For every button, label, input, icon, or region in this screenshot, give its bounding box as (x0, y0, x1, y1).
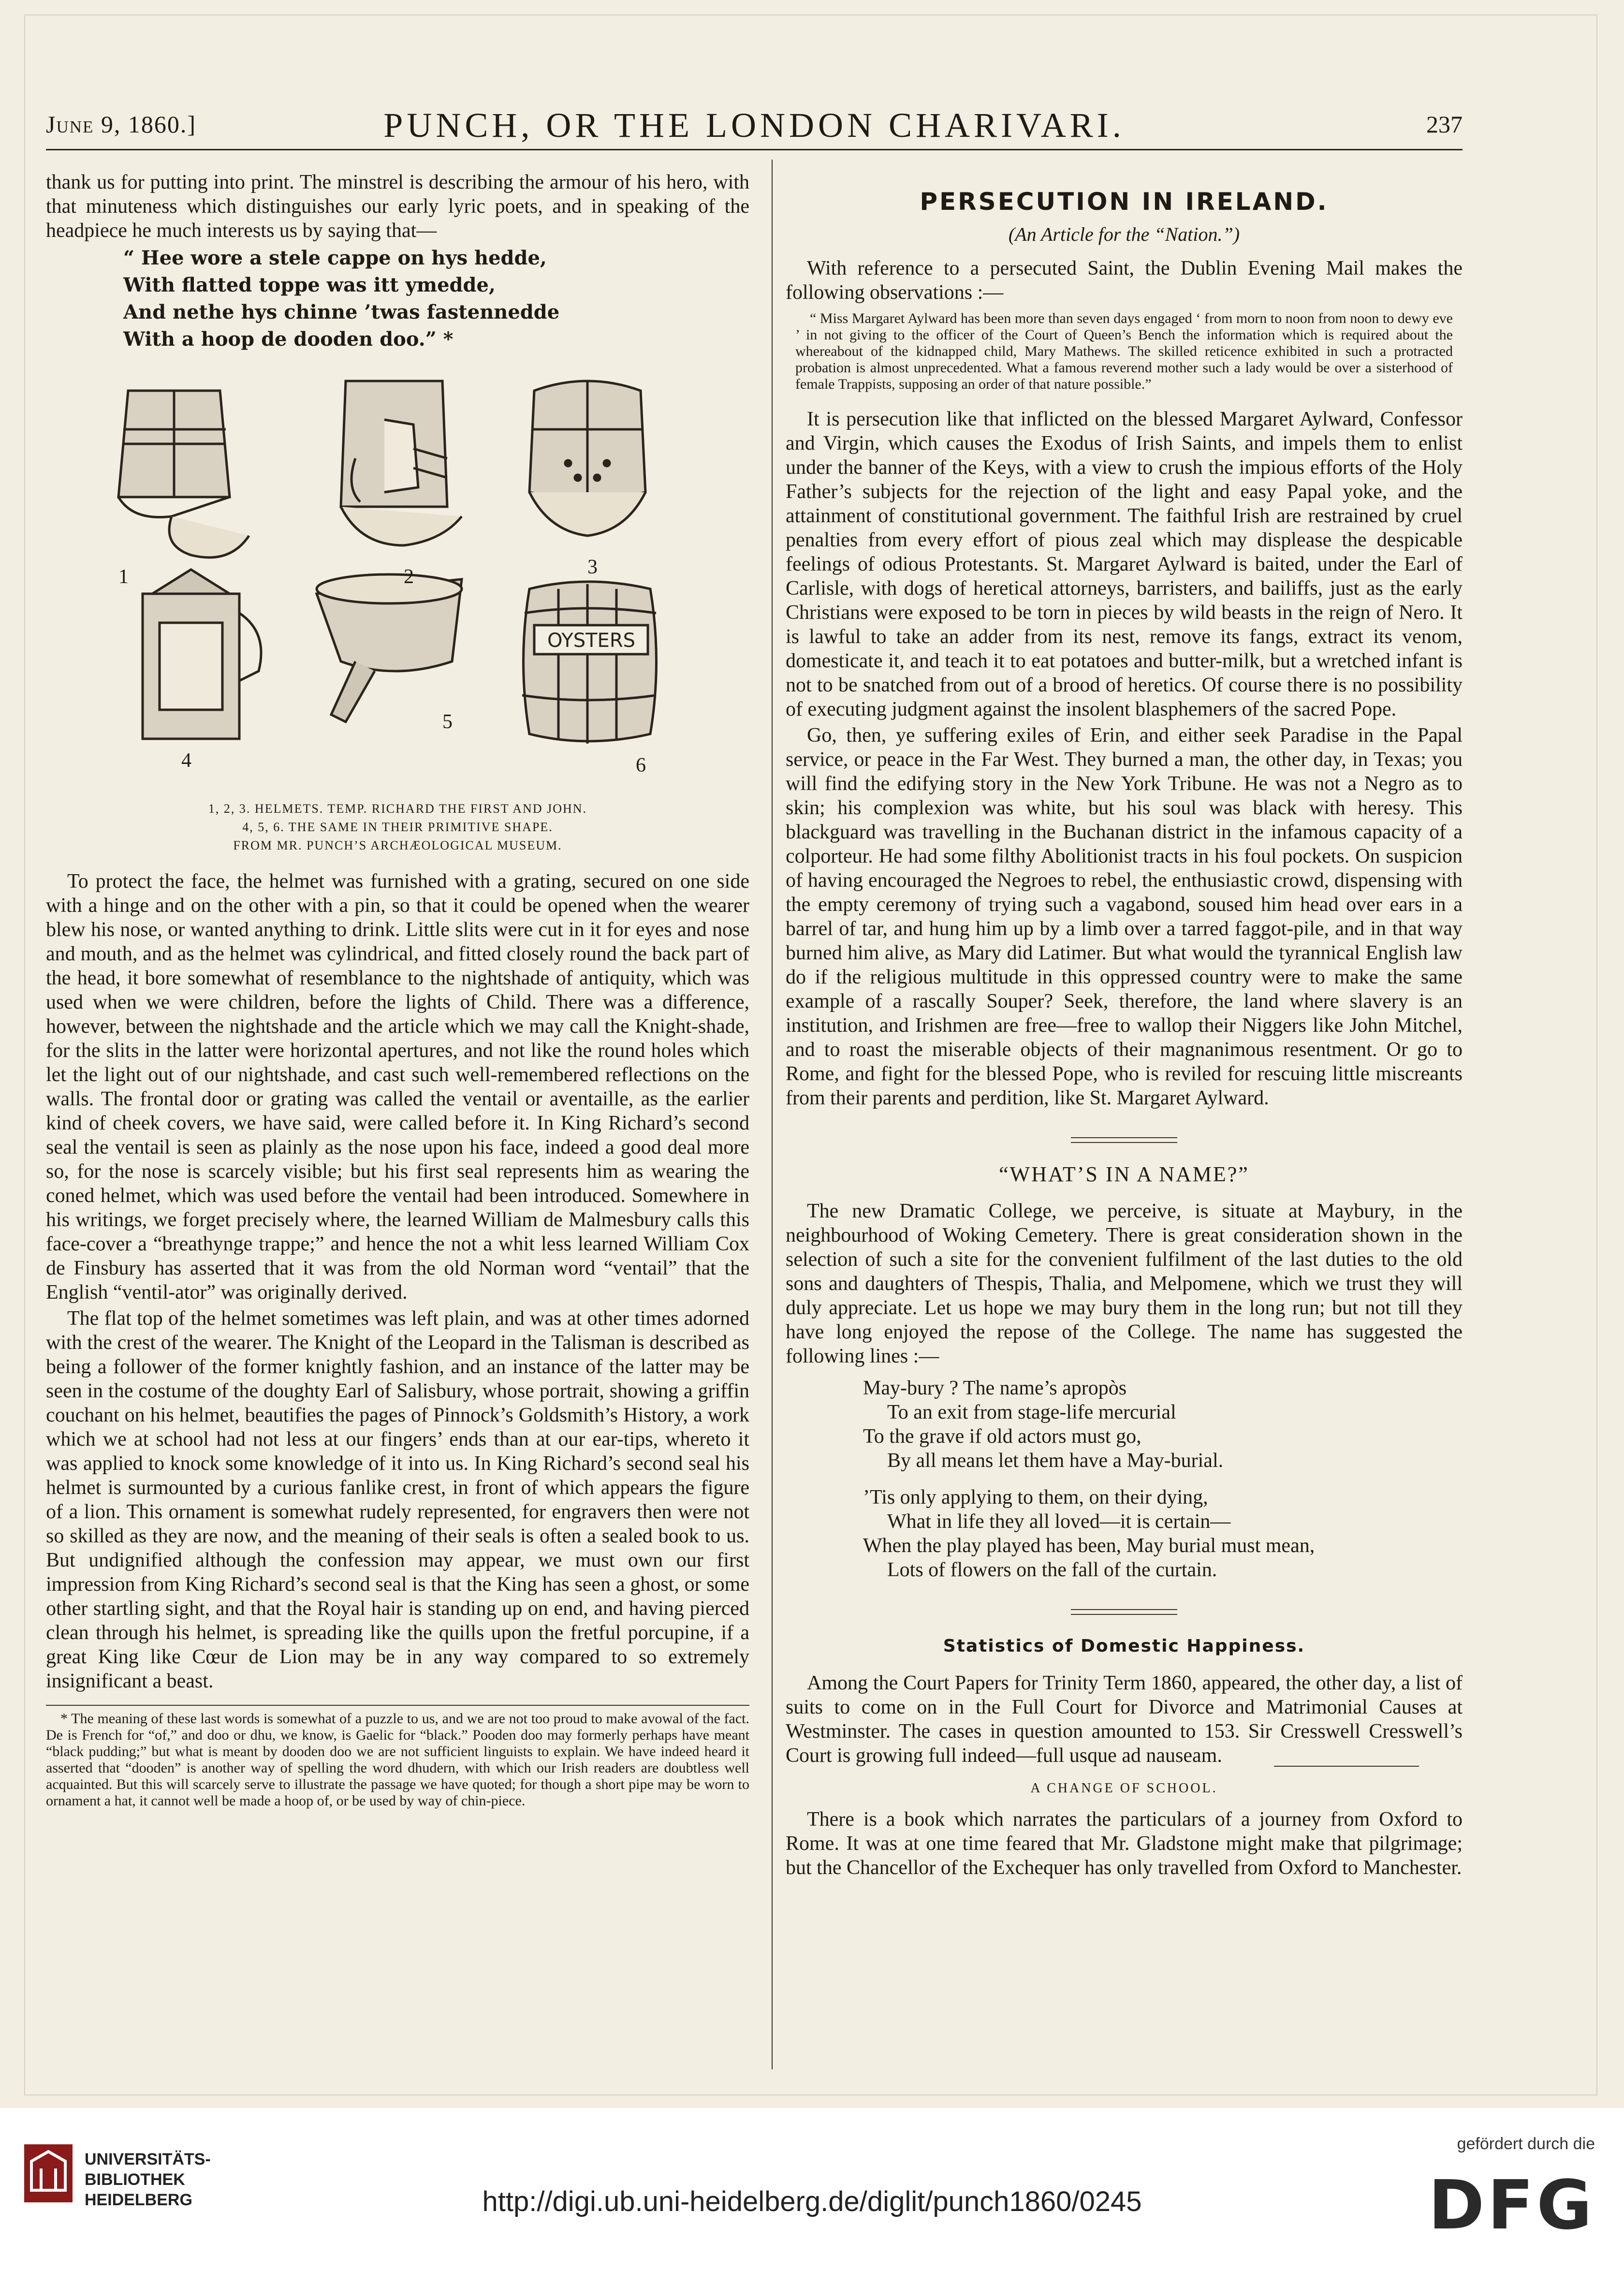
poem-line: Lots of flowers on the fall of the curtain. (887, 1559, 1217, 1581)
right-column (786, 170, 1463, 1882)
school-title: A CHANGE OF SCHOOL. (1030, 1781, 1218, 1796)
library-name-line: UNIVERSITÄTS- (85, 2150, 211, 2168)
quoted-extract (786, 310, 1463, 393)
poem-line: To an exit from stage-life mercurial (887, 1401, 1176, 1423)
figure-caption-3: FROM MR. PUNCH’S ARCHÆOLOGICAL MUSEUM. (233, 838, 562, 852)
school-paragraph: There is a book which narrates the particulars of a journey from Oxford to Rome. It was at one time feared that Mr. Gladstone might make that pilgrimage; but the Chancellor of the Exchequer has only travelled from Oxford to Manchester. (786, 1808, 1463, 1879)
figure-number: 2 (404, 566, 414, 588)
header-title: PUNCH, OR THE LONDON CHARIVARI. (383, 106, 1125, 145)
section-divider (1071, 1609, 1177, 1615)
blackletter-verse (46, 245, 749, 353)
verse-line: With flatted toppe was itt ymedde, (123, 274, 496, 296)
figure-number: 5 (442, 711, 453, 733)
funding-note: gefördert durch die (1457, 2135, 1595, 2153)
figure-number: 3 (587, 556, 598, 578)
persecution-paragraph: It is persecution like that inflicted on the blessed Margaret Aylward, Confessor and Virgin, which causes the Exodus of Irish Saints, and impels them to enlist under the banner of the Keys, with a view to crush the impious efforts of the Holy Father’s subjects for the rejection of the light and easy Papal yoke, and the attainment of constitutional government. The faithful Irish are restrained by cruel penalties from every effort of pious zeal which may displease the despicable feelings of odious Protestants. St. Margaret Aylward is baited, under the Earl of Carlisle, with dogs of heretical attorneys, barristers, and bailiffs, just as the early Christians were exposed to be torn in pieces by wild beasts in the reign of Nero. It is lawful to take an adder from its nest, remove its fangs, extract its venom, domesticate it, and teach it to eat potatoes and butter-milk, but a wretched infant is not to be snatched from out of a brood of heretics. Of course there is no possibility of executing judgment against the insolent blasphemers of the sacred Pope. (786, 408, 1463, 720)
footnote (46, 1705, 749, 1809)
helmet-3-illustration (529, 381, 645, 536)
short-rule (1274, 1766, 1419, 1767)
helmet-2-illustration (341, 381, 462, 545)
dfg-logo: DFG (1428, 2166, 1595, 2245)
oyster-barrel-illustration (522, 582, 657, 744)
library-name-line: HEIDELBERG (85, 2191, 192, 2209)
figure-caption-1: 1, 2, 3. HELMETS. TEMP. RICHARD THE FIRST AND JOHN. (208, 802, 587, 816)
left-column (46, 170, 749, 1809)
figure-caption-2: 4, 5, 6. THE SAME IN THEIR PRIMITIVE SHAPE. (242, 820, 553, 834)
helmets-illustration (46, 362, 749, 869)
header-page-number: 237 (1426, 111, 1463, 138)
library-name-line: BIBLIOTHEK (85, 2170, 185, 2189)
verse-line: And nethe hys chinne ’twas fastennedde (123, 301, 560, 323)
poem-line: By all means let them have a May-burial. (887, 1450, 1224, 1472)
article-headline: PERSECUTION IN IRELAND. (920, 188, 1329, 216)
crest-paragraph: The flat top of the helmet sometimes was left plain, and was at other times adorned with the crest of the wearer. The Knight of the Leopard in the Talisman is described as being a follower of the former knightly fashion, and an instance of the latter may be seen in the costume of the doughty Earl of Salisbury, whose portrait, showing a griffin couchant on his helmet, beautifies the pages of Pinnock’s Goldsmith’s History, a work which we at school had not less at our fingers’ ends than at our ear-tips, whereto it was applied to knock some knowledge of it into us. In King Richard’s second seal his helmet is surmounted by a curious fanlike crest, in front of which appears the figure of a lion. This ornament is somewhat rudely represented, for engravers then were not so skilled as they are now, and the meaning of their seals is often a sealed book to us. But undignified although the confession may appear, we must own our first impression from King Richard’s second seal is that the King has seen a ghost, or some other startling sight, and that the Royal hair is standing up on end, and having pierced clean through his helmet, is spreading like the quills upon the fretful porcupine, if a great King like Cœur de Lion may be in any way compared to so extremely insignificant a beast. (46, 1307, 749, 1692)
header-date: June 9, 1860.] (46, 111, 197, 138)
poem-line: To the grave if old actors must go, (863, 1425, 1141, 1448)
lead-paragraph: With reference to a persecuted Saint, the Dublin Evening Mail makes the following observations :— (786, 257, 1463, 304)
helmets-engraving (46, 362, 749, 797)
figure-number: 6 (636, 754, 646, 777)
name-article-title: “WHAT’S IN A NAME?” (999, 1162, 1249, 1186)
verse-line: “ Hee wore a stele cappe on hys hedde, (123, 247, 547, 269)
section-divider (1071, 1137, 1177, 1143)
poem-line: May-bury ? The name’s apropòs (863, 1377, 1127, 1399)
page-header (46, 106, 1463, 150)
intro-paragraph: thank us for putting into print. The minstrel is describing the armour of his hero, with that minuteness which distinguishes our early lyric poets, and in speaking of the headpiece he much interests us by saying that— (46, 171, 749, 242)
figure-number: 1 (118, 566, 129, 588)
oysters-label: OYSTERS (547, 630, 636, 652)
stanza-gap (863, 1473, 1463, 1485)
maybury-poem (786, 1376, 1463, 1582)
column-rule (772, 160, 773, 2069)
digitization-footer (0, 2113, 1624, 2271)
exiles-paragraph: Go, then, ye suffering exiles of Erin, and either seek Paradise in the Papal service, or peace in the Far West. They burned a man, the other day, in Texas; you will find the edifying story in the New York Tribune. He was not a Negro as to skin; his complexion was white, but his soul was black with heresy. This blackguard was travelling in the Buchanan district in the infamous capacity of a colporteur. He had some filthy Abolitionist tracts in his foul pockets. On suspicion of having encouraged the Negroes to rebel, the enthusiastic crowd, dispensing with the empty ceremony of trying such a vagabond, soused him head over ears in a barrel of tar, and hung him up by a limb over a tarred faggot-pile, and in that way burned him alive, as Mary did Latimer. But what would the tyrannical English law do if the religious multitude in this oppressed country were to make the same example of a rascally Souper? Seek, therefore, the land where slavery is an institution, and Irishmen are free—free to wallop their Niggers like John Mitchel, and to roast the miserable objects of their magnanimous resentment. Or go to Rome, and fight for the blessed Pope, who is reviled for rescuing little miscreants from their parents and perdition, like St. Margaret Aylward. (786, 724, 1463, 1109)
poem-line: When the play played has been, May burial must mean, (863, 1535, 1315, 1557)
primitive-pot-illustration (143, 570, 261, 739)
quote-text: “ Miss Margaret Aylward has been more than seven days engaged ‘ from morn to noon from noon to dewy eve ’ in not giving to the officer of the Court of Queen’s Bench the information which is required about the whereabout of the kidnapped child, Mary Mathews. The skilled reticence exhibited in such a protracted probation is almost unprecedented. What a famous reverend mother such a lady would be over a sisterhood of female Trappists, supposing an order of that nature possible.” (795, 310, 1453, 392)
footnote-text: * The meaning of these last words is somewhat of a puzzle to us, and we are not too proud to make avowal of the fact. De is French for “of,” and doo or dhu, we know, is Gaelic for “black.” Pooden doo may formerly perhaps have meant “black pudding;” but what is meant by dooden doo we are not sufficient linguists to explain. We have indeed heard it asserted that “dooden” is another way of spelling the word dhudern, with which our Irish readers are doubtless well acquainted. But this will scarcely serve to illustrate the passage we have quoted; for though a short pipe may be worn to ornament a hat, it cannot well be made a hoop of, or be used by way of chin-piece. (46, 1711, 749, 1809)
source-url-link[interactable]: http://digi.ub.uni-heidelberg.de/diglit/punch1860/0245 (482, 2186, 1142, 2217)
ventail-paragraph: To protect the face, the helmet was furnished with a grating, secured on one side with a hinge and on the other with a pin, so that it could be opened when the wearer blew his nose, or wanted anything to drink. Little slits were cut in it for eyes and nose and mouth, and as the helmet was cylindrical, and fitted closely round the back part of the head, it bore somewhat of resemblance to the nightshade of antiquity, which was used when we were children, before the lights of Child. There was a difference, however, between the nightshade and the article which we may call the Knight-shade, for the slits in the latter were horizontal apertures, and not like the round holes which let the light out of our nightshade, and cast such well-remembered reflections on the walls. The frontal door or grating was called the ventail or aventaille, as the earlier kind of cheek covers, we have said, were called before it. In King Richard’s second seal the ventail is seen as plainly as the nose upon his face, indeed a good deal more so, for the nose is scarcely visible; but his first seal represents him as wearing the coned helmet, which was used before the ventail had been introduced. Somewhere in his writings, we forget precisely where, the learned William de Malmesbury calls this face-cover a “breathynge trappe;” and hence the not a whit less learned William Cox de Finsbury has asserted that it was from the old Norman word “ventail” that the English “ventil-ator” was originally derived. (46, 870, 749, 1304)
poem-line: ’Tis only applying to them, on their dying, (863, 1486, 1208, 1509)
article-subhead: (An Article for the “Nation.”) (1008, 223, 1240, 245)
poem-line: What in life they all loved—it is certain— (887, 1510, 1231, 1533)
primitive-saucepan-illustration (317, 574, 462, 722)
verse-line: With a hoop de dooden doo.” * (123, 328, 454, 351)
statistics-title: Statistics of Domestic Happiness. (943, 1636, 1305, 1656)
statistics-paragraph: Among the Court Papers for Trinity Term 1860, appeared, the other day, a list of suits to come on in the Full Court for Divorce and Matrimonial Causes at Westminster. The cases in question amounted to 153. Sir Cresswell Cresswell’s Court is growing full indeed—full usque ad nauseam. (786, 1672, 1463, 1767)
helmet-1-illustration (118, 391, 249, 557)
figure-number: 4 (181, 749, 191, 772)
name-article-paragraph: The new Dramatic College, we perceive, is situate at Maybury, in the neighbourhood of Woking Cemetery. There is great consideration shown in the selection of such a site for the convenient fulfilment of the last duties to the old sons and daughters of Thespis, Thalia, and Melpomene, which we trust they will duly appreciate. Let us hope we may bury them in the long run; but not till they have long enjoyed the repose of the College. The name has suggested the following lines :— (786, 1200, 1463, 1367)
